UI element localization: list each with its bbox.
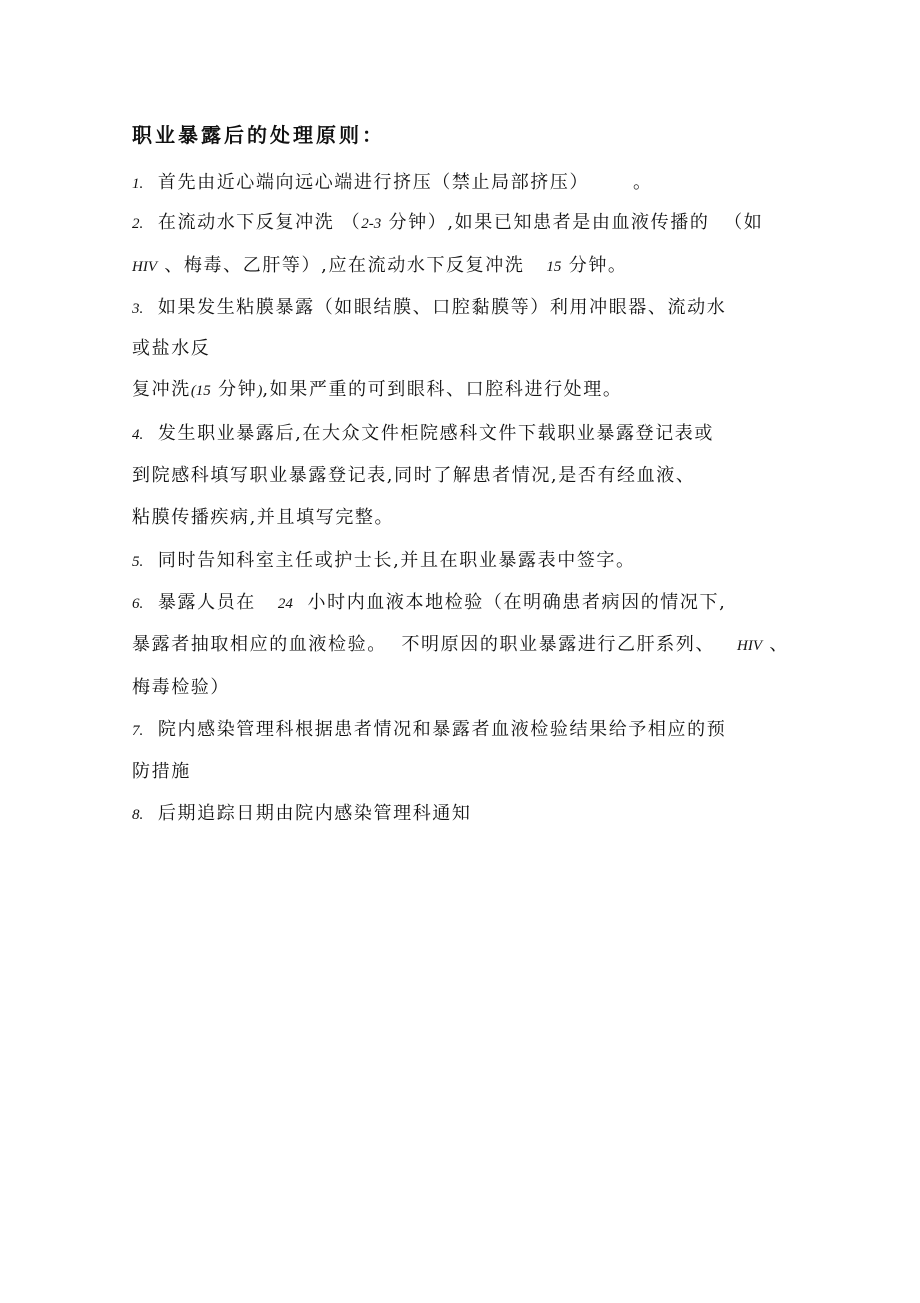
item-text: 分钟。 xyxy=(561,255,628,276)
item-text: 2-3 xyxy=(361,216,382,232)
item-text: 在流动水下反复冲洗 （ xyxy=(143,212,362,233)
item-text: 暴露者抽取相应的血液检验。 不明原因的职业暴露进行乙肝系列、 xyxy=(132,634,738,655)
item-text: ,如果严重的可到眼科、口腔科进行处理。 xyxy=(262,379,623,400)
item-3-line-2: 或盐水反 xyxy=(132,338,211,359)
item-3 xyxy=(132,296,726,321)
item-text: 15 xyxy=(546,259,562,275)
item-text: (15 xyxy=(190,383,211,399)
item-7 xyxy=(132,718,726,743)
item-5 xyxy=(132,549,636,574)
item-text: 首先由近心端向远心端进行挤压（禁止局部挤压） xyxy=(143,172,590,193)
item-7-line-2: 防措施 xyxy=(132,761,191,782)
item-4-line-3: 粘膜传播疾病,并且填写完整。 xyxy=(132,507,395,528)
item-text: 院内感染管理科根据患者情况和暴露者血液检验结果给予相应的预 xyxy=(143,719,727,740)
item-text: HIV xyxy=(737,638,763,654)
item-2 xyxy=(132,211,763,236)
item-number: 5. xyxy=(132,554,144,570)
item-number: 6. xyxy=(132,596,144,612)
item-8 xyxy=(132,802,472,827)
item-number: 8. xyxy=(132,807,144,823)
item-number: 3. xyxy=(132,301,144,317)
item-2-line-2 xyxy=(132,254,628,279)
item-text: 发生职业暴露后,在大众文件柜院感科文件下载职业暴露登记表或 xyxy=(143,423,715,444)
item-text: 复冲洗 xyxy=(132,379,191,400)
item-text: 后期追踪日期由院内感染管理科通知 xyxy=(143,803,472,824)
item-number: 7. xyxy=(132,723,144,739)
item-number: 2. xyxy=(132,216,144,232)
item-6-line-3: 梅毒检验） xyxy=(132,677,230,698)
item-number: 1. xyxy=(132,176,144,192)
item-text: 小时内血液本地检验（在明确患者病因的情况下, xyxy=(292,592,727,613)
item-text: HIV xyxy=(132,259,157,275)
item-3-line-3 xyxy=(132,378,622,403)
item-4-line-2: 到院感科填写职业暴露登记表,同时了解患者情况,是否有经血液、 xyxy=(132,465,696,486)
item-text: 如果发生粘膜暴露（如眼结膜、口腔黏膜等）利用冲眼器、流动水 xyxy=(143,297,727,318)
item-6 xyxy=(132,591,726,616)
item-text: 暴露人员在 xyxy=(143,592,278,613)
item-6-line-2 xyxy=(132,633,789,658)
item-text: 分钟）,如果已知患者是由血液传播的 （如 xyxy=(381,212,764,233)
item-text: 24 xyxy=(277,596,293,612)
item-1 xyxy=(132,171,653,196)
item-text: 、梅毒、乙肝等）,应在流动水下反复冲洗 xyxy=(157,255,547,276)
item-text: 分钟 xyxy=(210,379,258,400)
item-number: 4. xyxy=(132,427,144,443)
item-text: 。 xyxy=(589,172,653,193)
document-title: 职业暴露后的处理原则： xyxy=(132,123,385,147)
item-text: 同时告知科室主任或护士长,并且在职业暴露表中签字。 xyxy=(143,550,636,571)
item-text: 、 xyxy=(762,634,789,655)
item-text: ) xyxy=(257,383,263,399)
item-4 xyxy=(132,422,714,447)
